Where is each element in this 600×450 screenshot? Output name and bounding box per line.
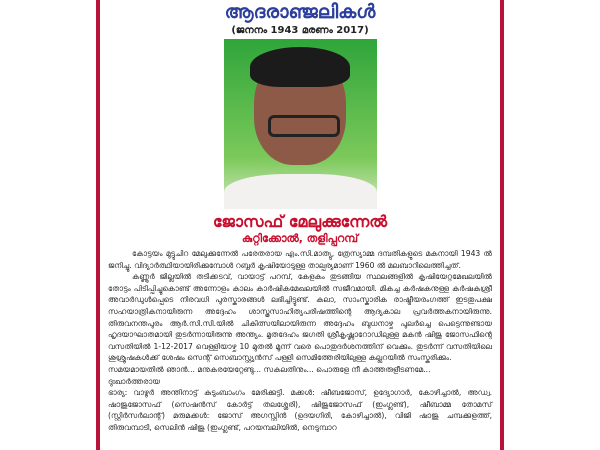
photo-shirt [224, 174, 377, 209]
photo-hair [250, 47, 350, 87]
birth-death-years: (ജനനം 1943 മരണം 2017) [231, 25, 369, 36]
person-place: കുറ്റിക്കോൽ, തളിപ്പറമ്പ് [241, 232, 359, 245]
portrait-photo [224, 39, 377, 209]
person-name: ജോസഫ് മേലുക്കുന്നേൽ [212, 212, 388, 231]
notice-title: ആദരാഞ്ജലികൾ [224, 1, 376, 23]
paragraph-intro: കോട്ടയം മുട്ടുചിറ മേലുക്കുന്നേൽ പരേതരായ എം.സി.മാത്യു, ത്രേസ്യാമ്മ ദമ്പതികളുടെ മകനായി 1943 ൽ ജനിച്ചു. വിദ്യാർത്ഥിയായിരിക്കുമ്പോൾ റബ്ബർ കൃഷിയോടുള്ള താല്പര്യമാണ് 1960 ൽ മലബാറിലെത്തിച്ചത്. [108, 249, 492, 270]
paragraph-verse: സമയമായതിൽ ഞാൻ... മനുകരയേറ്റേണ്ടു... സകലതിനും... പൊരുളേ നീ കാത്തരുളീടണമേ... [108, 364, 431, 374]
paragraph-family: ഭാര്യ: വാഴൂർ അന്തിനാട്ട് കുടുംബാംഗം മേരിക്കുട്ടി. മക്കൾ: ഷീബജോസ്, ഉദ്യോഗാർ, കോഴിച്ചാൽ, അഡ്വ. ഷാജുജോസഫ് (സെഷൻസ് കോർട്ട് തലശ്ശേരി), ഷിജുജോസഫ് (ഇംഗ്ലണ്ട്), ഷീബാമ്മ തോമസ് (സ്റ്റിർസർലാന്റ്) മരുമക്കൾ: ജോസ് അഗസ്റ്റിൻ (ഉദയഗിരി, കോഴിച്ചാൽ), വിജി ഷാജു ചമ്പക്കുളത്ത്, തിരുവമ്പാടി, സെലിൻ ഷിജു (ഇംഗ്ലണ്ട്, പറയമ്പലിയിൽ, നെടുമ്പാറ [108, 388, 492, 432]
paragraph-life: കണ്ണൂർ ജില്ലയിൽ തടിക്കടവ്, വായാട്ട് പറമ്പ്, കേളകം തുടങ്ങിയ സ്ഥലങ്ങളിൽ കൃഷിയേറ്റമേഖലയിൽ തോട്ടം പിടിപ്പിച്ചുകൊണ്ട് അന്നോളം കാലം കാർഷികമേഖലയിൽ സജീവമായി. മികച്ച കർഷകനുള്ള കർഷകശ്രീ അവാർഡുൾപ്പെടെ നിരവധി പുരസ്കാരങ്ങൾ ലഭിച്ചിട്ടുണ്ട്. കലാ, സാംസ്കാരിക രാഷ്ട്രീയരംഗത്ത് ഇടതുപക്ഷ സഹയാത്രികനായിരുന്ന അദ്ദേഹം ശാസ്ത്രസാഹിത്യപരിഷത്തിന്റെ ആദ്യകാല പ്രവർത്തകനായിരുന്നു. തിരുവനന്തപുരം ആർ.സി.സി.യിൽ ചികിത്സയിലായിരുന്ന അദ്ദേഹം ബുധനാഴ്ച പുലർച്ചെ പെട്ടെന്നുണ്ടായ ഹൃദയാഘാതമായി തുടർന്നായിരുന്നു അന്ത്യം. മൃതദേഹം ജഗതി ശ്രീകൃഷ്ണാറോഡിലുള്ള മകൻ ഷിജു ജോസഫിന്റെ വസതിയിൽ 1-12-2017 വെള്ളിയാഴ്ച 10 മുതൽ മൂന്ന് വരെ പൊതുദർശനത്തിന് വെക്കും. തുടർന്ന് വസതിയിലെ ശുശ്രൂഷകൾക്ക് ശേഷം സെന്റ് സെബാസ്റ്റ്യൻസ് പള്ളി സെമിത്തേരിയിലുള്ള കല്ലറയിൽ സംസ്കരിക്കും. [108, 272, 492, 363]
photo-glasses [268, 115, 340, 137]
obituary-body [100, 248, 500, 434]
paragraph-mourners-label: ദുഃഖാർത്തരായ [108, 376, 161, 386]
obituary-notice [96, 0, 504, 450]
